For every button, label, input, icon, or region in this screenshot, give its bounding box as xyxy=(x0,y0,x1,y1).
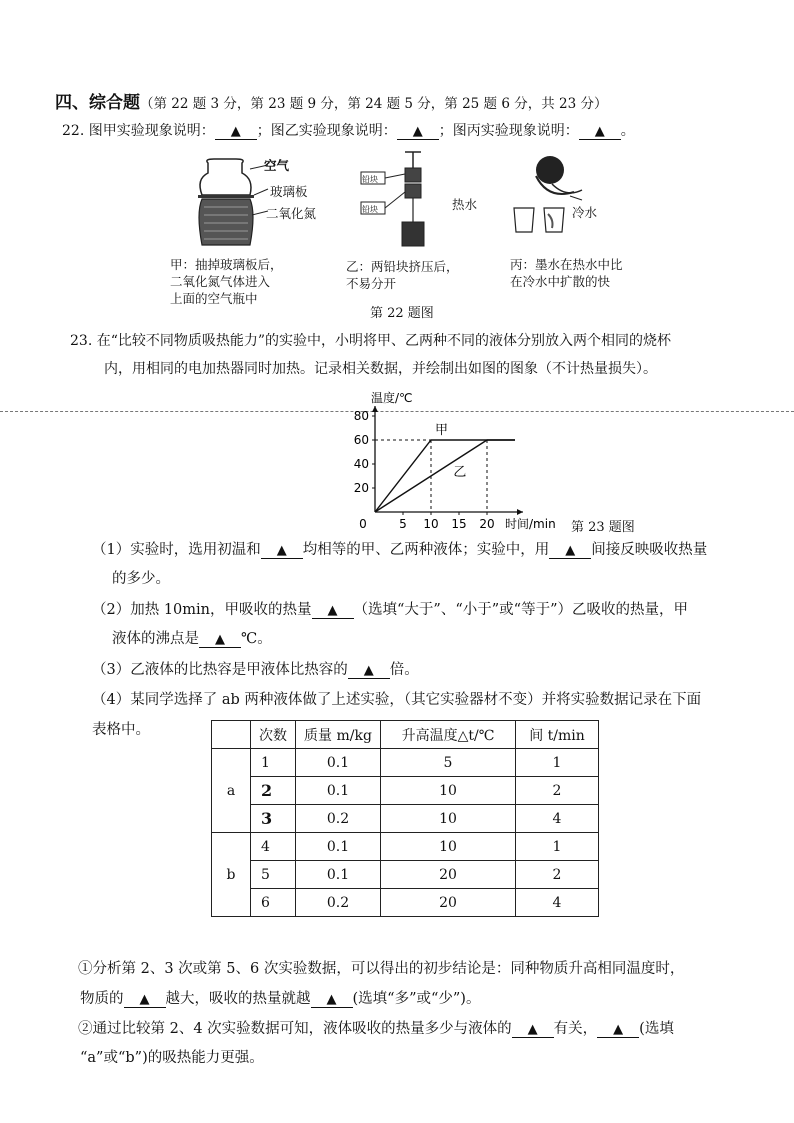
table-cell: 0.2 xyxy=(296,805,381,833)
figure-c-ink-diffusion xyxy=(508,150,598,250)
x-axis-arrow xyxy=(517,509,523,515)
group-label: a xyxy=(212,749,251,833)
fig-a-caption: 甲：抽掉玻璃板后， 二氧化氮气体进入 上面的空气瓶中 xyxy=(170,257,283,306)
q22-stem-a: 22. 图甲实验现象说明： xyxy=(62,123,215,139)
y-tick-label: 60 xyxy=(353,433,369,447)
table-cell: 0.1 xyxy=(296,777,381,805)
table-header-row xyxy=(212,721,599,749)
fig-a-label-air: 空气 xyxy=(264,158,290,173)
table-header-cell: 间 t/min xyxy=(516,721,599,749)
series-label-1: 甲 xyxy=(435,423,449,438)
table-header-cell: 升高温度△t/℃ xyxy=(381,721,516,749)
q22-stem-end: 。 xyxy=(620,123,635,139)
q23-part2-line2: 液体的沸点是 ▲ ℃。 xyxy=(112,631,272,647)
q23-blank-7: ▲ xyxy=(311,991,353,1008)
q23-part1-line1: （1）实验时，选用初温和 ▲ 均相等的甲、乙两种液体；实验中，用 ▲ 间接反映吸收热量 xyxy=(92,542,708,558)
fig-b-label-bottom: 铅块 xyxy=(362,205,378,214)
q23-part4-line1: （4）某同学选择了 ab 两种液体做了上述实验，（其它实验器材不变）并将实验数据记录在下面 xyxy=(92,692,702,708)
q22-stem-b: ；图乙实验现象说明： xyxy=(256,123,397,139)
q22-stem-c: ；图丙实验现象说明： xyxy=(438,123,579,139)
q22-stem xyxy=(62,120,635,140)
fig-c-caption: 丙：墨水在热水中比 在冷水中扩散的快 xyxy=(510,257,623,289)
q23-stem-line1: 23. 在“比较不同物质吸热能力”的实验中，小明将甲、乙两种不同的液体分别放入两个相同的烧杯 xyxy=(70,333,672,349)
fig-b-caption: 乙：两铅块挤压后， 不易分开 xyxy=(346,259,459,291)
x-tick-label: 0 xyxy=(359,517,367,531)
table-row xyxy=(212,889,599,917)
table-cell: 0.1 xyxy=(296,833,381,861)
series-line-1 xyxy=(375,440,515,512)
table-cell: 2 xyxy=(251,777,296,805)
table-cell: 2 xyxy=(516,861,599,889)
q23-part2-line1: （2）加热 10min，甲吸收的热量 ▲ （选填“大于”、“小于”或“等于”）乙吸收的热量，甲 xyxy=(92,602,688,618)
q23-conclusion1-line2: 物质的 ▲ 越大，吸收的热量就越 ▲ (选填“多”或“少”)。 xyxy=(80,991,481,1007)
table-row xyxy=(212,833,599,861)
experiment-data-table xyxy=(211,720,599,917)
table-cell: 10 xyxy=(381,833,516,861)
table-cell: 4 xyxy=(516,805,599,833)
x-tick-label: 15 xyxy=(451,517,467,531)
table-cell: 6 xyxy=(251,889,296,917)
table-row xyxy=(212,749,599,777)
table-cell: 2 xyxy=(516,777,599,805)
q22-blank-3: ▲ xyxy=(579,123,621,140)
x-axis-label: 时间/min xyxy=(505,517,556,531)
group-label: b xyxy=(212,833,251,917)
table-cell: 20 xyxy=(381,861,516,889)
q23-conclusion2-line1: ②通过比较第 2、4 次实验数据可知，液体吸收的热量多少与液体的 ▲ 有关， ▲ (选填 xyxy=(78,1021,674,1037)
q23-conclusion2-line2: “a”或“b”)的吸热能力更强。 xyxy=(80,1050,264,1066)
q23-blank-6: ▲ xyxy=(124,991,166,1008)
q23-part1-line2: 的多少。 xyxy=(112,571,170,587)
table-header-cell: 次数 xyxy=(251,721,296,749)
q23-part4-line2: 表格中。 xyxy=(92,722,150,738)
table-row xyxy=(212,777,599,805)
table-cell: 5 xyxy=(381,749,516,777)
table-cell: 1 xyxy=(251,749,296,777)
table-cell: 3 xyxy=(251,805,296,833)
temperature-time-chart xyxy=(340,385,570,535)
table-cell: 20 xyxy=(381,889,516,917)
table-cell: 4 xyxy=(251,833,296,861)
y-axis-arrow xyxy=(372,406,378,412)
fig-c-label-cold: 冷水 xyxy=(572,205,598,220)
q23-blank-4: ▲ xyxy=(199,631,241,648)
section-heading xyxy=(55,88,608,113)
fig-b-label-water: 热水 xyxy=(452,197,478,212)
q23-blank-9: ▲ xyxy=(597,1021,639,1038)
y-tick-label: 80 xyxy=(353,409,369,423)
q23-conclusion1-line1: ①分析第 2、3 次或第 5、6 次实验数据，可以得出的初步结论是：同种物质升高相同温度时， xyxy=(78,961,685,977)
figure-a-diffusion-bottles xyxy=(190,155,270,255)
fig-a-label-gas: 二氧化氮 xyxy=(266,206,317,221)
x-tick-label: 10 xyxy=(423,517,439,531)
q23-blank-3: ▲ xyxy=(312,602,354,619)
y-tick-label: 20 xyxy=(353,481,369,495)
table-row xyxy=(212,861,599,889)
x-tick-label: 20 xyxy=(479,517,495,531)
table-cell: 10 xyxy=(381,805,516,833)
table-header-cell xyxy=(212,721,251,749)
table-header-cell: 质量 m/kg xyxy=(296,721,381,749)
table-cell: 0.1 xyxy=(296,861,381,889)
q23-blank-8: ▲ xyxy=(512,1021,554,1038)
table-cell: 5 xyxy=(251,861,296,889)
fig-a-label-glass: 玻璃板 xyxy=(270,184,308,199)
y-tick-label: 40 xyxy=(353,457,369,471)
table-cell: 4 xyxy=(516,889,599,917)
table-cell: 10 xyxy=(381,777,516,805)
q23-blank-2: ▲ xyxy=(549,542,591,559)
table-cell: 1 xyxy=(516,749,599,777)
section-score-note: （第 22 题 3 分，第 23 题 9 分，第 24 题 5 分，第 25 题 6 分，共 23 分） xyxy=(140,96,608,112)
q23-part3: （3）乙液体的比热容是甲液体比热容的 ▲ 倍。 xyxy=(92,662,419,678)
series-line-2 xyxy=(375,440,515,512)
table-row xyxy=(212,805,599,833)
fig-b-label-top: 铅块 xyxy=(362,175,378,184)
q23-blank-5: ▲ xyxy=(348,662,390,679)
q23-stem-line2: 内，用相同的电加热器同时加热。记录相关数据，并绘制出如图的图象（不计热量损失）。 xyxy=(104,361,657,377)
table-cell: 1 xyxy=(516,833,599,861)
q23-figure-caption: 第 23 题图 xyxy=(571,520,635,535)
table-cell: 0.2 xyxy=(296,889,381,917)
x-tick-label: 5 xyxy=(399,517,407,531)
figure-b-lead-blocks xyxy=(355,150,450,250)
y-axis-label: 温度/℃ xyxy=(371,391,413,405)
q22-blank-1: ▲ xyxy=(215,123,257,140)
q22-blank-2: ▲ xyxy=(397,123,439,140)
q22-figure-caption: 第 22 题图 xyxy=(370,306,434,321)
q23-blank-1: ▲ xyxy=(261,542,303,559)
section-title: 四、综合题 xyxy=(55,93,140,113)
table-cell: 0.1 xyxy=(296,749,381,777)
series-label-2: 乙 xyxy=(453,465,467,480)
